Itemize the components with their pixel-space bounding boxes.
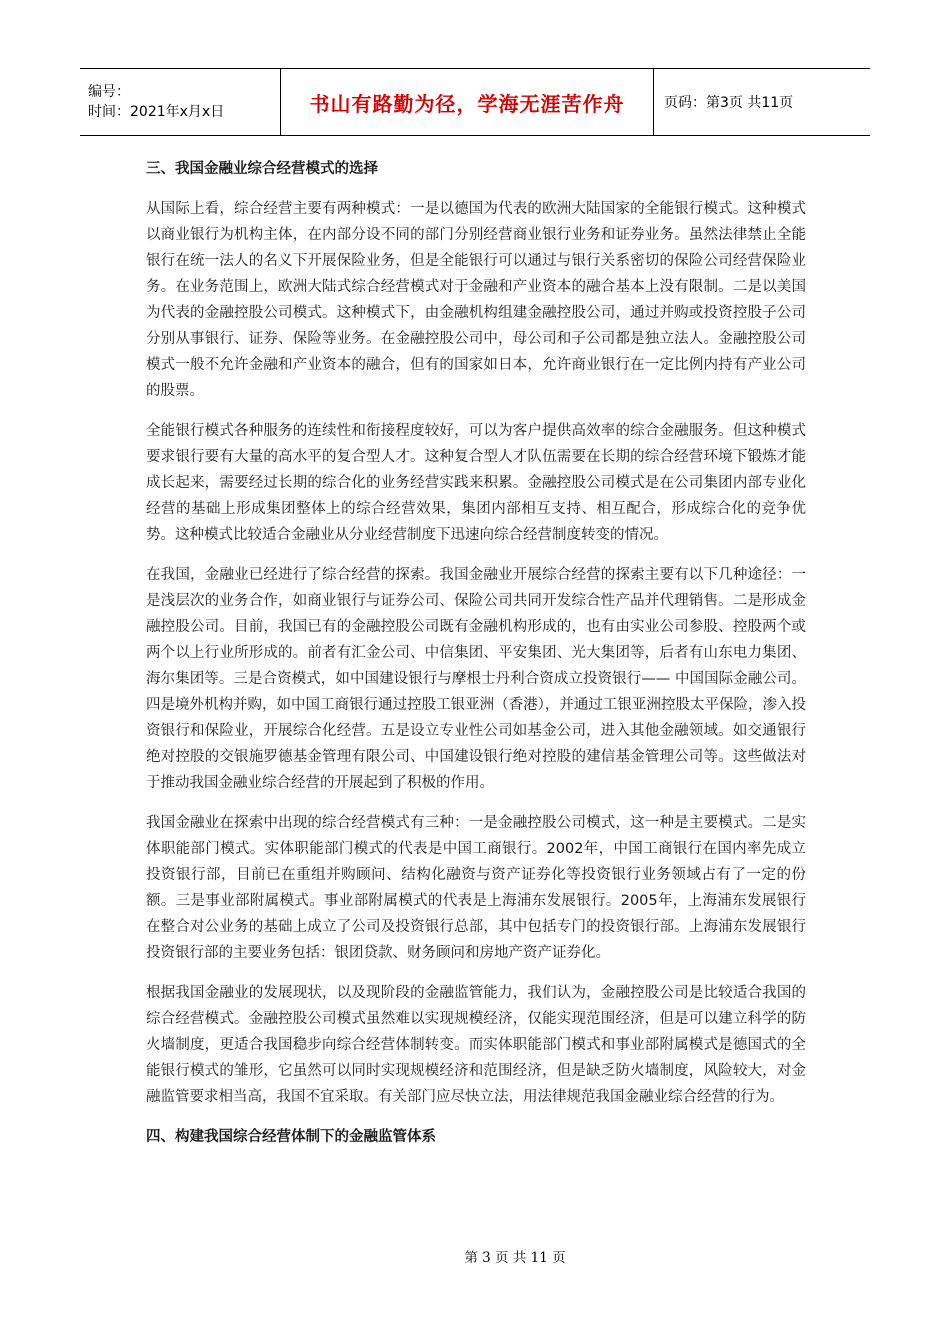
header-page-label: 页码：第3页 共11页 bbox=[664, 95, 794, 111]
paragraph: 从国际上看，综合经营主要有两种模式：一是以德国为代表的欧洲大陆国家的全能银行模式。这种模式以商业银行为机构主体，在内部分设不同的部门分别经营商业银行业务和证券业务。虽然法律禁止全能银行在统一法人的名义下开展保险业务，但是全能银行可以通过与银行关系密切的保险公司经营保险业务。在业务范围上，欧洲大陆式综合经营模式对于金融和产业资本的融合基本上没有限制。二是以美国为代表的金融控股公司模式。这种模式下，由金融机构组建金融控股公司，通过并购或投资控股子公司分别从事银行、证券、保险等业务。在金融控股公司中，母公司和子公司都是独立法人。金融控股公司模式一般不允许金融和产业资本的融合，但有的国家如日本，允许商业银行在一定比例内持有产业公司的股票。 bbox=[146, 201, 806, 399]
paragraph: 在我国，金融业已经进行了综合经营的探索。我国金融业开展综合经营的探索主要有以下几种途径：一是浅层次的业务合作，如商业银行与证券公司、保险公司共同开发综合性产品并代理销售。二是形成金融控股公司。目前，我国已有的金融控股公司既有金融机构形成的，也有由实业公司参股、控股两个或两个以上行业所形成的。前者有汇金公司、中信集团、平安集团、光大集团等，后者有山东电力集团、海尔集团等。三是合资模式，如中国建设银行与摩根士丹利合资成立投资银行—— 中国国际金融公司。四是境外机构并购，如中国工商银行通过控股工银亚洲（香港），并通过工银亚洲控股太平保险，渗入投资银行和保险业，开展综合化经营。五是设立专业性公司如基金公司，进入其他金融领域。如交通银行绝对控股的交银施罗德基金管理有限公司、中国建设银行绝对控股的建信基金管理公司等。这些做法对于推动我国金融业综合经营的开展起到了积极的作用。 bbox=[146, 567, 806, 791]
document-date-label: 时间：2021年x月x日 bbox=[88, 104, 225, 120]
paragraph: 我国金融业在探索中出现的综合经营模式有三种：一是金融控股公司模式，这一种是主要模式。二是实体职能部门模式。实体职能部门模式的代表是中国工商银行。2002年，中国工商银行在国内率先成立投资银行部，目前已在重组并购顾问、结构化融资与资产证券化等投资银行业务领域占有了一定的份额。三是事业部附属模式。事业部附属模式的代表是上海浦东发展银行。2005年，上海浦东发展银行在整合对公业务的基础上成立了公司及投资银行总部，其中包括专门的投资银行部。上海浦东发展银行投资银行部的主要业务包括：银团贷款、财务顾问和房地产资产证券化。 bbox=[146, 815, 806, 961]
section-heading-4: 四、构建我国综合经营体制下的金融监管体系 bbox=[146, 1129, 436, 1145]
document-body bbox=[146, 156, 806, 1164]
paragraph: 全能银行模式各种服务的连续性和衔接程度较好，可以为客户提供高效率的综合金融服务。但这种模式要求银行要有大量的高水平的复合型人才。这种复合型人才队伍需要在长期的综合经营环境下锻炼才能成长起来，需要经过长期的综合化的业务经营实践来积累。金融控股公司模式是在公司集团内部专业化经营的基础上形成集团整体上的综合经营效果，集团内部相互支持、相互配合，形成综合化的竞争优势。这种模式比较适合金融业从分业经营制度下迅速向综合经营制度转变的情况。 bbox=[146, 423, 806, 543]
paragraph: 根据我国金融业的发展现状，以及现阶段的金融监管能力，我们认为，金融控股公司是比较适合我国的综合经营模式。金融控股公司模式虽然难以实现规模经济，仅能实现范围经济，但是可以建立科学的防火墙制度，更适合我国稳步向综合经营体制转变。而实体职能部门模式和事业部附属模式是德国式的全能银行模式的雏形，它虽然可以同时实现规模经济和范围经济，但是缺乏防火墙制度，风险较大，对金融监管要求相当高，我国不宜采取。有关部门应尽快立法，用法律规范我国金融业综合经营的行为。 bbox=[146, 985, 806, 1105]
header-motto: 书山有路勤为径，学海无涯苦作舟 bbox=[280, 69, 654, 135]
page-header bbox=[80, 68, 870, 136]
page-footer: 第 3 页 共 11 页 bbox=[464, 1250, 566, 1266]
header-meta bbox=[80, 69, 280, 135]
section-heading-3: 三、我国金融业综合经营模式的选择 bbox=[146, 161, 378, 177]
document-number-label: 编号： bbox=[88, 84, 130, 100]
